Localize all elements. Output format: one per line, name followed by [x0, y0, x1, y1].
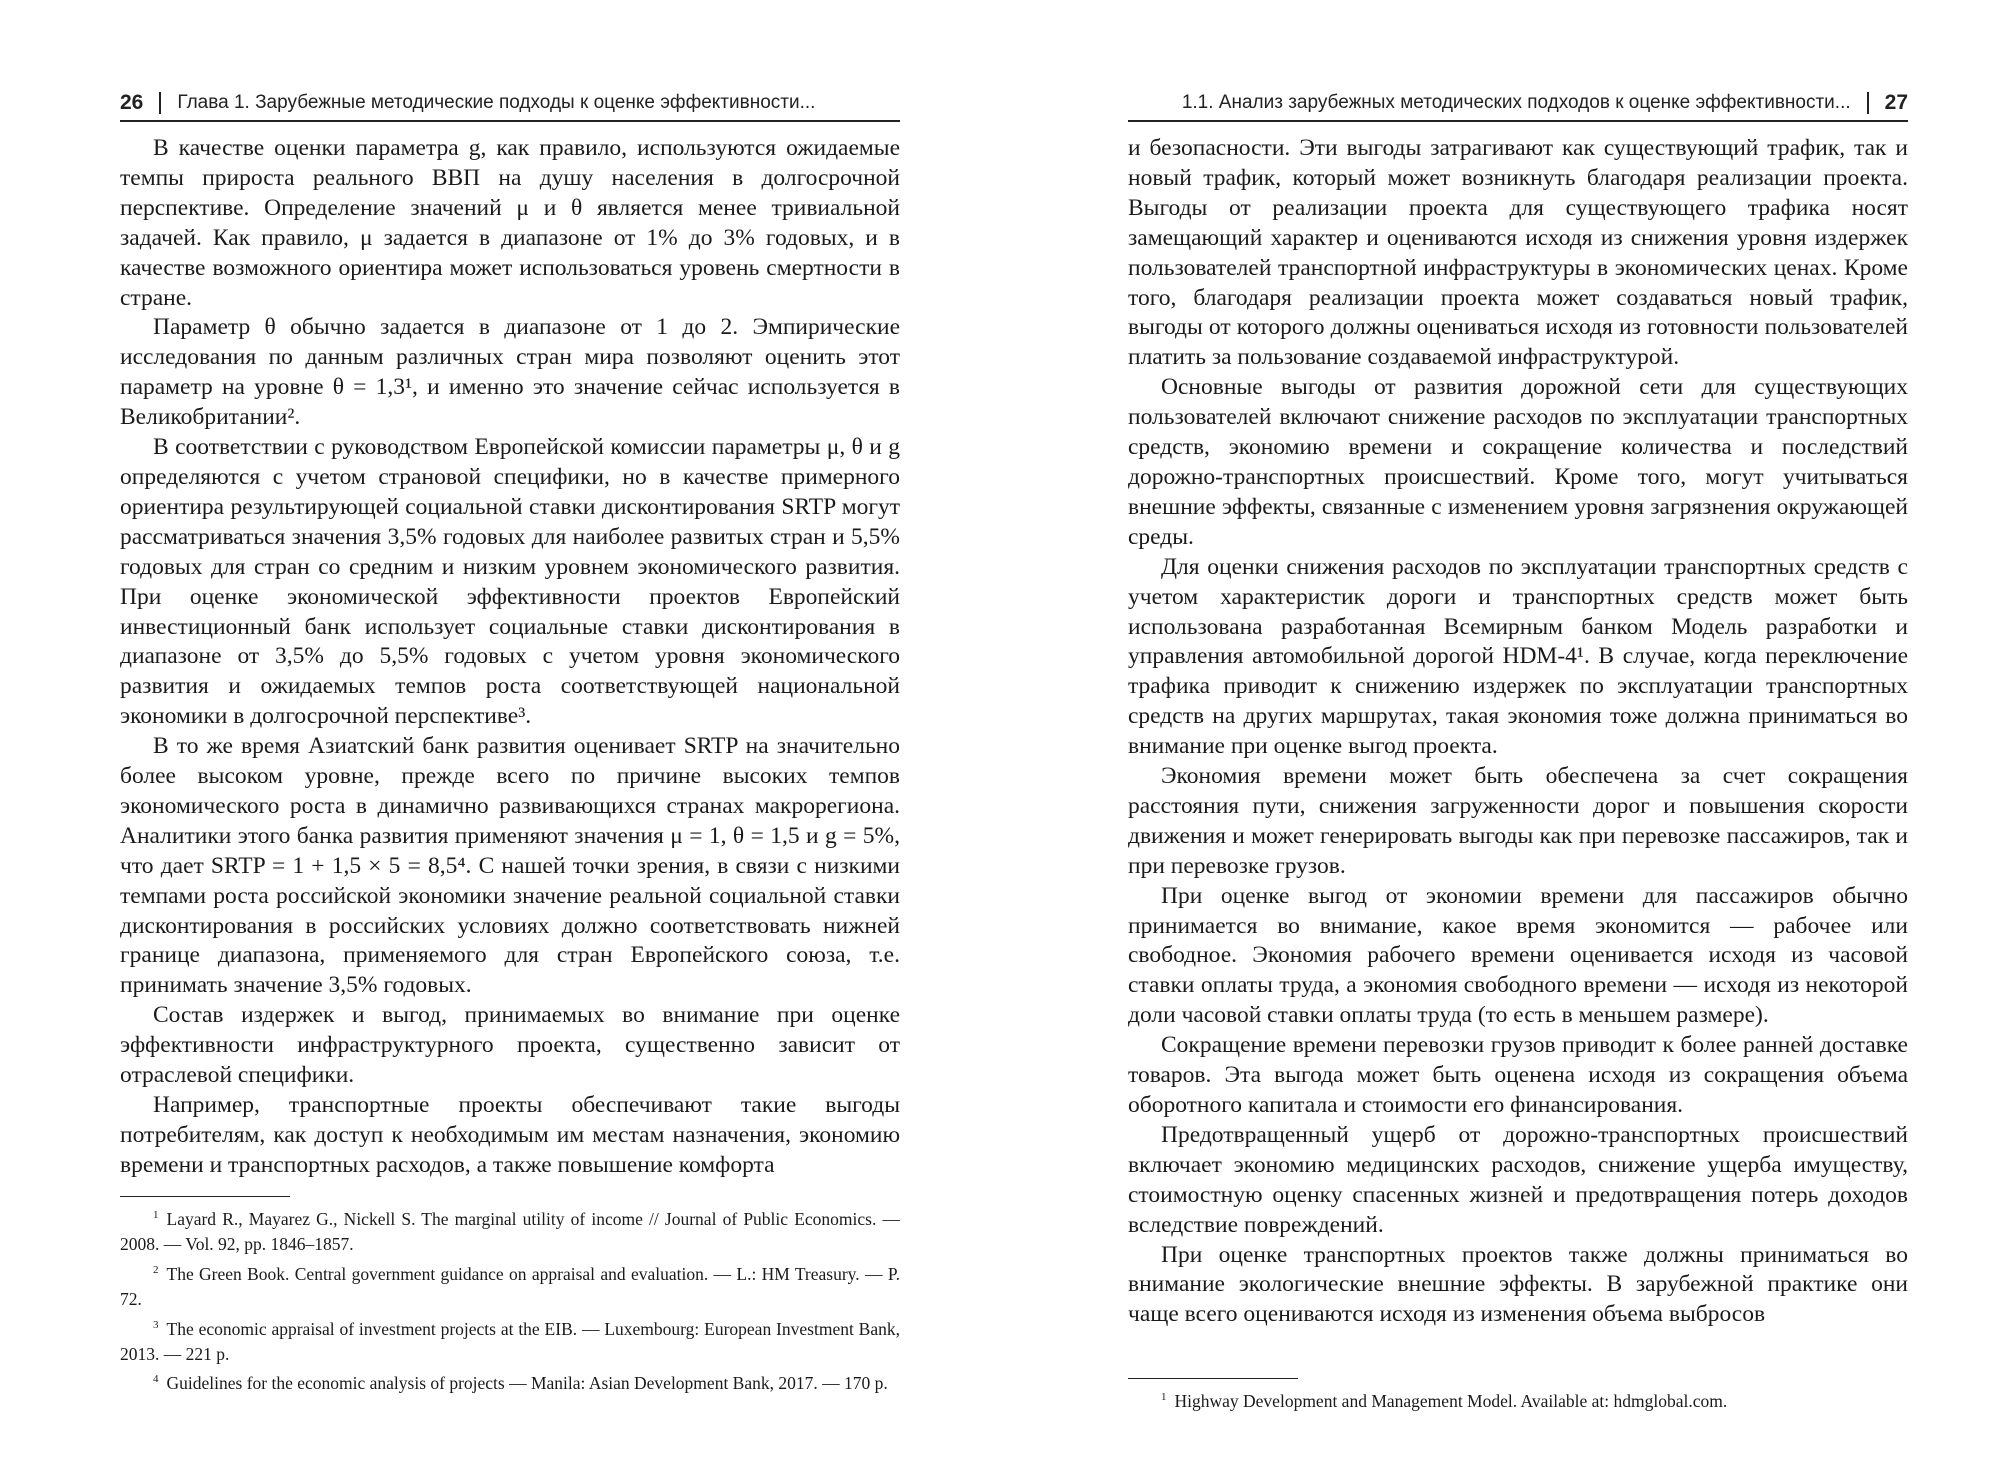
footnote-text: The Green Book. Central government guidance on appraisal and evaluation. — L.: HM Treasury. — P. 72.	[120, 1263, 900, 1310]
left-page-number: 26	[120, 91, 144, 114]
footnote-text: The economic appraisal of investment projects at the EIB. — Luxembourg: European Investment Bank, 2013. — 221 p.	[120, 1318, 900, 1364]
footnote-marker: 2	[153, 1263, 159, 1276]
paragraph: Предотвращенный ущерб от дорожно-транспортных происшествий включает экономию медицинских расходов, снижение ущерба имуществу, стоимостную оценку спасенных жизней и предотвращения потерь доходов вследствие повреждений.	[1128, 1121, 1908, 1238]
paragraph: Для оценки снижения расходов по эксплуатации транспортных средств с учетом характеристик дороги и транспортных средств может быть использована разработанная Всемирным банком Модель разработки и управления автомобильной дорогой HDM-4¹. В случае, когда переключение трафика приводит к снижению издержек по эксплуатации транспортных средств на других маршрутах, такая экономия тоже должна приниматься во внимание при оценке выгод проекта.	[1128, 553, 1908, 760]
footnote-text: Highway Development and Management Model. Available at: hdmglobal.com.	[1174, 1390, 1728, 1411]
footnote	[120, 1313, 900, 1368]
running-head-separator	[159, 92, 161, 114]
running-head-separator	[1867, 92, 1869, 114]
right-footnotes	[1128, 1378, 1908, 1414]
footnote-text: Guidelines for the economic analysis of projects — Manila: Asian Development Bank, 2017. — 170 p.	[166, 1373, 888, 1394]
paragraph: и безопасности. Эти выгоды затрагивают как существующий трафик, так и новый трафик, который может возникнуть благодаря реализации проекта. Выгоды от реализации проекта для существующего трафика носят замещающий характер и оцениваются исходя из снижения уровня издержек пользователей транспортной инфраструктуры в экономических ценах. Кроме того, благодаря реализации проекта может создаваться новый трафик, выгоды от которого должны оцениваться исходя из готовности пользователей платить за пользование создаваемой инфраструктурой.	[1128, 135, 1908, 371]
footnote-rule	[1128, 1378, 1298, 1379]
paragraph: При оценке транспортных проектов также должны приниматься во внимание экологические внешние эффекты. В зарубежной практике они чаще всего оцениваются исходя из изменения объема выбросов	[1128, 1241, 1908, 1328]
footnote-marker: 4	[153, 1373, 159, 1386]
footnote	[120, 1367, 900, 1396]
left-body-text	[120, 134, 900, 1181]
footnote-text: Layard R., Mayarez G., Nickell S. The marginal utility of income // Journal of Public Economics. — 2008. — Vol. 92, pp. 1846–1857.	[120, 1208, 900, 1255]
right-page	[1128, 0, 1908, 1478]
right-running-head	[1128, 86, 1908, 122]
paragraph: Состав издержек и выгод, принимаемых во внимание при оценке эффективности инфраструктурного проекта, существенно зависит от отраслевой специфики.	[120, 1002, 900, 1089]
paragraph: В качестве оценки параметра g, как правило, используются ожидаемые темпы прироста реального ВВП на душу населения в долгосрочной перспективе. Определение значений μ и θ является менее тривиальной задачей. Как правило, μ задается в диапазоне от 1% до 3% годовых, и в качестве возможного ориентира может использоваться уровень смертности в стране.	[120, 135, 900, 311]
footnote-marker: 1	[1161, 1391, 1167, 1403]
paragraph: Основные выгоды от развития дорожной сети для существующих пользователей включают снижение расходов по эксплуатации транспортных средств, экономию времени и сокращение количества и последствий дорожно-транспортных происшествий. Кроме того, могут учитываться внешние эффекты, связанные с изменением уровня загрязнения окружающей среды.	[1128, 374, 1908, 550]
paragraph: При оценке выгод от экономии времени для пассажиров обычно принимается во внимание, какое время экономится — рабочее или свободное. Экономия рабочего времени оценивается исходя из часовой ставки оплаты труда, а экономия свободного времени — исходя из некоторой доли часовой ставки оплаты труда (то есть в меньшем размере).	[1128, 882, 1908, 1029]
right-body-text	[1128, 134, 1908, 1330]
footnote	[1128, 1385, 1908, 1414]
right-page-number: 27	[1884, 91, 1908, 114]
footnote-marker: 3	[153, 1318, 159, 1331]
left-page	[120, 0, 900, 1478]
paragraph: Например, транспортные проекты обеспечивают такие выгоды потребителям, как доступ к необходимым им местам назначения, экономию времени и транспортных расходов, а также повышение комфорта	[120, 1092, 900, 1178]
left-running-head-title: Глава 1. Зарубежные методические подходы к оценке эффективности...	[177, 92, 816, 113]
paragraph: Сокращение времени перевозки грузов приводит к более ранней доставке товаров. Эта выгода может быть оценена исходя из сокращения объема оборотного капитала и стоимости его финансирования.	[1128, 1032, 1908, 1118]
left-running-head	[120, 86, 900, 122]
footnote	[120, 1203, 900, 1258]
footnote-rule	[120, 1196, 290, 1197]
paragraph: В соответствии с руководством Европейской комиссии параметры μ, θ и g определяются с учетом страновой специфики, но в качестве примерного ориентира результирующей социальной ставки дисконтирования SRTP могут рассматриваться значения 3,5% годовых для наиболее развитых стран и 5,5% годовых для стран со средним и низким уровнем экономического развития. При оценке экономической эффективности проектов Европейский инвестиционный банк использует социальные ставки дисконтирования в диапазоне от 3,5% до 5,5% годовых с учетом уровня экономического развития и ожидаемых темпов роста соответствующей национальной экономики в долгосрочной перспективе³.	[120, 434, 900, 730]
right-running-head-title: 1.1. Анализ зарубежных методических подходов к оценке эффективности...	[1181, 92, 1851, 113]
paragraph: Экономия времени может быть обеспечена за счет сокращения расстояния пути, снижения загруженности дорог и повышения скорости движения и может генерировать выгоды как при перевозке пассажиров, так и при перевозке грузов.	[1128, 763, 1908, 879]
footnote-marker: 1	[153, 1209, 159, 1221]
left-footnotes	[120, 1196, 900, 1397]
footnote	[120, 1258, 900, 1313]
paragraph: Параметр θ обычно задается в диапазоне от 1 до 2. Эмпирические исследования по данным различных стран мира позволяют оценить этот параметр на уровне θ = 1,3¹, и именно это значение сейчас используется в Великобритании².	[120, 314, 900, 431]
paragraph: В то же время Азиатский банк развития оценивает SRTP на значительно более высоком уровне, прежде всего по причине высоких темпов экономического роста в динамично развивающихся странах макрорегиона. Аналитики этого банка развития применяют значения μ = 1, θ = 1,5 и g = 5%, что дает SRTP = 1 + 1,5 × 5 = 8,5⁴. С нашей точки зрения, в связи с низкими темпами роста российской экономики значение реальной социальной ставки дисконтирования в российских условиях должно соответствовать нижней границе диапазона, применяемого для стран Европейского союза, т.е. принимать значение 3,5% годовых.	[120, 733, 900, 999]
